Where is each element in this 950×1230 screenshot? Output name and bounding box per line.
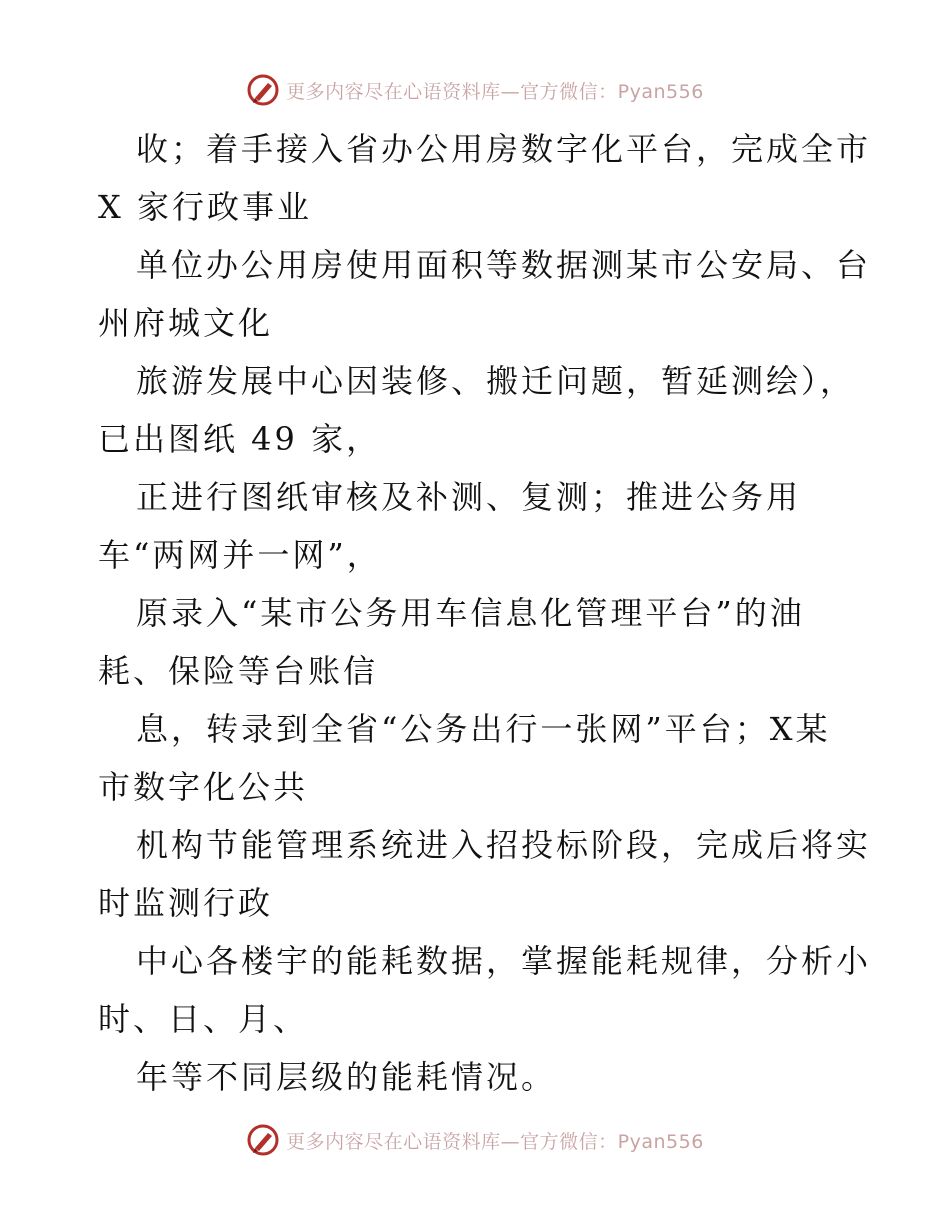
text-line: 州府城文化 bbox=[98, 304, 274, 342]
text-line: 原录入“某市公务用车信息化管理平台”的油 bbox=[136, 594, 805, 632]
text-line: X 家行政事业 bbox=[98, 188, 312, 226]
text-line: 正进行图纸审核及补测、复测；推进公务用 bbox=[136, 478, 802, 516]
text-line: 时、日、月、 bbox=[98, 1000, 309, 1038]
text-line: 单位办公用房使用面积等数据测某市公安局、台 bbox=[136, 246, 872, 284]
footer-watermark-text: 更多内容尽在心语资料库—官方微信：Pyan556 bbox=[286, 1130, 704, 1153]
footer-watermark bbox=[0, 1120, 950, 1160]
pen-logo-icon bbox=[246, 1123, 280, 1157]
text-line: 息，转录到全省“公务出行一张网”平台；X某 bbox=[136, 710, 831, 748]
header-watermark bbox=[0, 70, 950, 110]
text-line: 机构节能管理系统进入招投标阶段，完成后将实 bbox=[136, 826, 872, 864]
text-line: 市数字化公共 bbox=[98, 768, 309, 806]
header-watermark-text: 更多内容尽在心语资料库—官方微信：Pyan556 bbox=[286, 80, 704, 103]
text-line: 年等不同层级的能耗情况。 bbox=[136, 1058, 557, 1096]
text-line: 时监测行政 bbox=[98, 884, 274, 922]
text-line: 旅游发展中心因装修、搬迁问题，暂延测绘）， bbox=[136, 362, 856, 400]
text-line: 已出图纸 49 家， bbox=[98, 420, 382, 458]
text-line: 收；着手接入省办公用房数字化平台，完成全市 bbox=[136, 130, 872, 168]
text-line: 耗、保险等台账信 bbox=[98, 652, 379, 690]
text-line: 车“两网并一网”， bbox=[98, 536, 382, 574]
pen-logo-icon bbox=[246, 73, 280, 107]
text-line: 中心各楼宇的能耗数据，掌握能耗规律，分析小 bbox=[136, 942, 872, 980]
